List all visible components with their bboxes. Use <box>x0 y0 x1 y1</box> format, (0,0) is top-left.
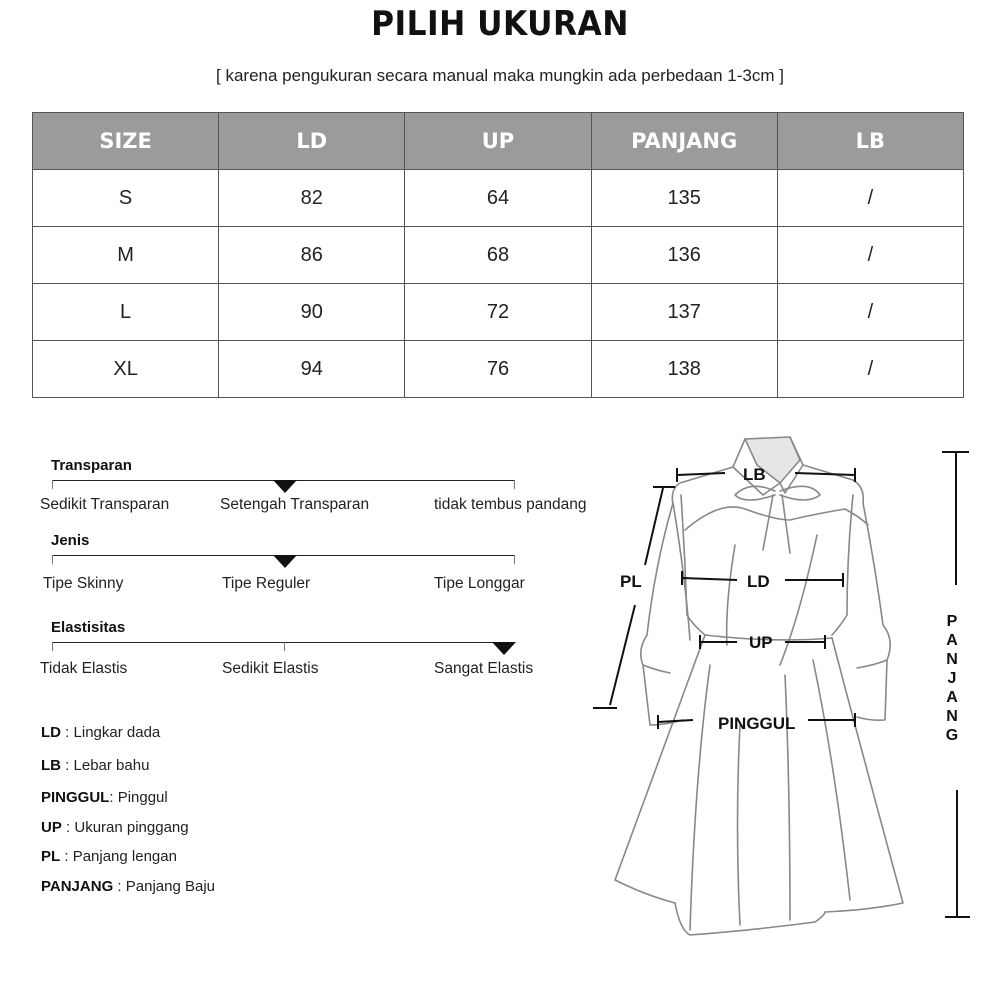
legend-sep: : <box>113 878 126 895</box>
legend-sep: : <box>61 724 74 741</box>
diagram-label-pinggul: PINGGUL <box>718 714 796 733</box>
diagram-label-up: UP <box>749 633 773 652</box>
cell-panjang: 135 <box>591 170 777 227</box>
scale-title: Transparan <box>51 457 132 474</box>
diagram-label-pl: PL <box>620 572 642 591</box>
dress-measurement-diagram <box>585 425 1000 960</box>
cell-lb: / <box>777 170 963 227</box>
scale-option-low: Tidak Elastis <box>40 660 128 677</box>
scale-option-mid: Setengah Transparan <box>220 496 370 513</box>
panjang-letter: A <box>946 632 958 649</box>
panjang-letter: N <box>946 708 958 725</box>
panjang-letter: G <box>945 727 959 744</box>
legend-sep: : <box>60 848 73 865</box>
cell-size: XL <box>33 341 219 398</box>
table-row <box>33 227 964 284</box>
page-subtitle: [ karena pengukuran secara manual maka mungkin ada perbedaan 1-3cm ] <box>216 66 784 85</box>
column-header-size: SIZE <box>33 113 219 170</box>
panjang-letter: P <box>946 613 958 630</box>
legend-item <box>41 819 189 836</box>
scale-option-mid: Sedikit Elastis <box>222 660 319 677</box>
cell-ld: 90 <box>219 284 405 341</box>
legend-abbr: LB <box>41 757 61 774</box>
page-title: PILIH UKURAN <box>371 4 629 44</box>
legend-meaning: Lingkar dada <box>73 724 161 741</box>
legend-meaning: Lebar bahu <box>73 757 150 774</box>
column-header-up: UP <box>405 113 591 170</box>
legend-item <box>41 848 177 865</box>
selected-marker-icon <box>273 480 297 493</box>
scale-option-low: Tipe Skinny <box>43 575 124 592</box>
cell-up: 76 <box>405 341 591 398</box>
scale-tick <box>284 642 285 651</box>
legend-item <box>41 789 168 806</box>
legend-meaning: Ukuran pinggang <box>74 819 189 836</box>
cell-size: M <box>33 227 219 284</box>
diagram-label-ld: LD <box>747 572 770 591</box>
selected-marker-icon <box>273 555 297 568</box>
cell-up: 72 <box>405 284 591 341</box>
scale-tick <box>514 555 515 564</box>
cell-lb: / <box>777 341 963 398</box>
selected-marker-icon <box>492 642 516 655</box>
scale-option-mid: Tipe Reguler <box>222 575 311 592</box>
cell-up: 64 <box>405 170 591 227</box>
cell-panjang: 136 <box>591 227 777 284</box>
cell-size: S <box>33 170 219 227</box>
table-row <box>33 341 964 398</box>
cell-panjang: 137 <box>591 284 777 341</box>
legend-item <box>41 724 160 741</box>
legend-meaning: Panjang lengan <box>72 848 177 865</box>
legend-item <box>41 878 215 895</box>
legend-sep: : <box>61 819 75 836</box>
diagram-label-lb: LB <box>743 465 766 484</box>
scale-title: Elastisitas <box>51 619 126 636</box>
size-chart-table <box>32 112 964 398</box>
legend-abbr: LD <box>41 724 61 741</box>
column-header-ld: LD <box>219 113 405 170</box>
table-row <box>33 170 964 227</box>
cell-ld: 86 <box>219 227 405 284</box>
cell-ld: 94 <box>219 341 405 398</box>
legend-abbr: PANJANG <box>41 878 114 895</box>
cell-lb: / <box>777 284 963 341</box>
scale-tick <box>52 642 53 651</box>
column-header-lb: LB <box>777 113 963 170</box>
cell-lb: / <box>777 227 963 284</box>
panjang-letter: N <box>946 651 958 668</box>
scale-option-high: Tipe Longgar <box>434 575 525 592</box>
cell-size: L <box>33 284 219 341</box>
table-row <box>33 284 964 341</box>
dress-sketch-icon <box>585 425 1000 960</box>
legend-sep: : <box>61 757 74 774</box>
legend-abbr: PINGGUL <box>41 789 110 806</box>
cell-ld: 82 <box>219 170 405 227</box>
cell-up: 68 <box>405 227 591 284</box>
scale-option-high: Sangat Elastis <box>434 660 534 677</box>
panjang-letter: J <box>947 670 957 687</box>
scale-title: Jenis <box>51 532 90 549</box>
scale-tick <box>52 555 53 564</box>
legend-meaning: Panjang Baju <box>125 878 215 895</box>
legend-abbr: UP <box>41 819 62 836</box>
scale-option-low: Sedikit Transparan <box>40 496 170 513</box>
legend-sep: : <box>109 789 118 806</box>
table-header-row <box>33 113 964 170</box>
diagram-label-panjang <box>940 612 964 745</box>
column-header-panjang: PANJANG <box>591 113 777 170</box>
legend-item <box>41 757 149 774</box>
scale-option-high: tidak tembus pandang <box>434 496 587 513</box>
panjang-letter: A <box>946 689 958 706</box>
scale-tick <box>514 480 515 489</box>
legend-abbr: PL <box>41 848 61 865</box>
cell-panjang: 138 <box>591 341 777 398</box>
scale-tick <box>52 480 53 489</box>
legend-meaning: Pinggul <box>117 789 168 806</box>
